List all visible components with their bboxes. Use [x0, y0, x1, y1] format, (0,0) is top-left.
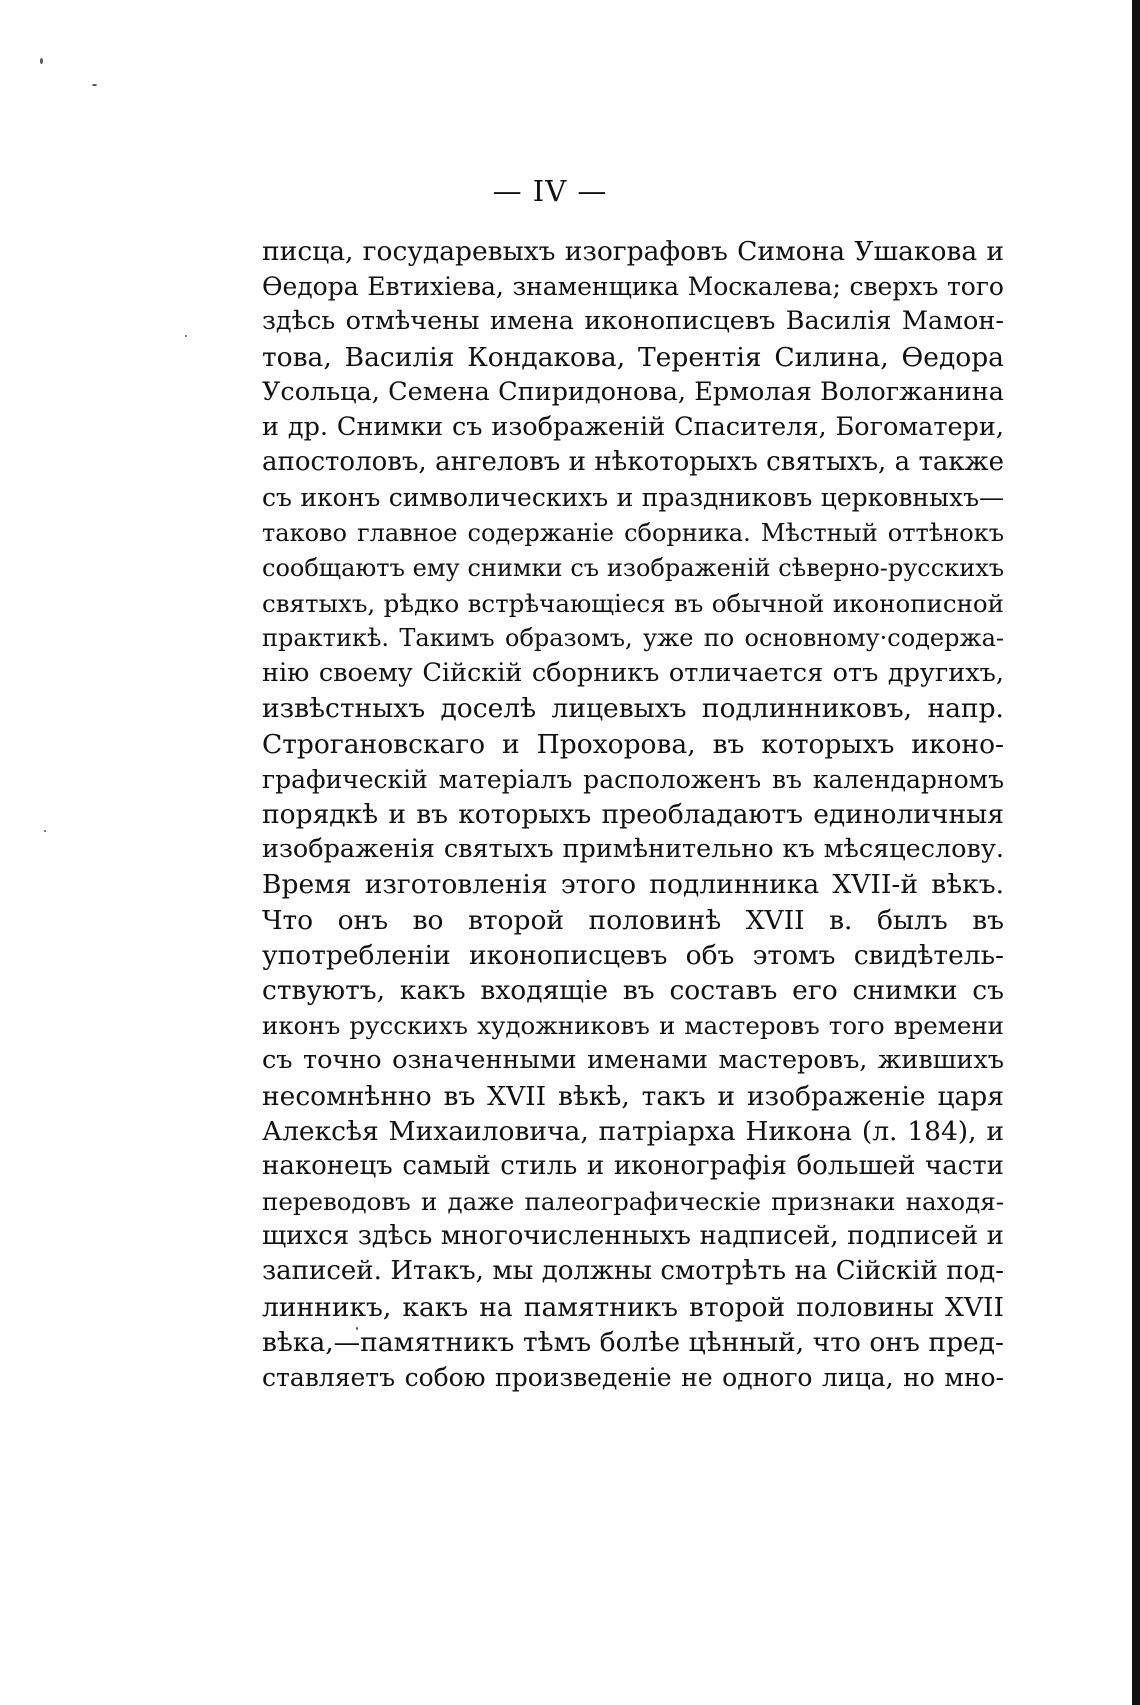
scan-speck — [44, 830, 46, 832]
scan-speck — [185, 335, 187, 337]
scan-speck — [92, 84, 97, 86]
text-line: Ѳедора Евтихіева, знаменщика Москалева; сверхъ того — [262, 272, 1004, 302]
text-line: переводовъ и даже палеографическіе признаки находя- — [262, 1187, 1004, 1217]
text-line: съ иконъ символическихъ и праздниковъ церковныхъ— — [262, 483, 1004, 513]
text-line: записей. Итакъ, мы должны смотрѣть на Сійскій под- — [262, 1256, 1004, 1287]
text-line: здѣсь отмѣчены имена иконописцевъ Василія Мамон- — [262, 306, 1004, 337]
text-line: Время изготовленія этого подлинника XVII-й вѣкъ. — [262, 869, 1004, 901]
page-edge-shadow — [1132, 0, 1140, 1705]
body-text — [262, 234, 1004, 1395]
text-line: нію своему Сійскій сборникъ отличается отъ другихъ, — [262, 658, 1004, 689]
text-line: апостоловъ, ангеловъ и нѣкоторыхъ святыхъ, а также — [262, 447, 1004, 478]
text-line: несомнѣнно въ XVII вѣкѣ, такъ и изображеніе царя — [262, 1080, 1004, 1112]
text-line: съ точно означенными именами мастеровъ, жившихъ — [262, 1045, 1004, 1076]
text-line: това, Василія Кондакова, Терентія Силина, Ѳедора — [262, 341, 1004, 373]
text-line: извѣстныхъ доселѣ лицевыхъ подлинниковъ, напр. — [262, 693, 1004, 725]
text-line: писца, государевыхъ изографовъ Симона Ушакова и — [262, 236, 1004, 267]
text-line: сообщаютъ ему снимки съ изображеній сѣверно-русскихъ — [262, 553, 1004, 582]
text-line: Строгановскаго и Прохорова, въ которыхъ иконо- — [262, 728, 1004, 760]
text-line: Алексѣя Михаиловича, патріарха Никона (л. 184), и — [262, 1115, 1004, 1147]
text-line: линникъ, какъ на памятникъ второй половины XVII — [262, 1291, 1004, 1323]
text-line: щихся здѣсь многочисленныхъ надписей, подписей и — [262, 1221, 1004, 1252]
text-line: Что онъ во второй половинѣ XVII в. былъ въ — [262, 904, 1004, 936]
text-line: порядкѣ и въ которыхъ преобладаютъ единоличныя — [262, 799, 1004, 830]
text-line: употребленіи иконописцевъ объ этомъ свидѣтель- — [262, 939, 1004, 971]
text-line: изображенія святыхъ примѣнительно къ мѣсяцеслову. — [262, 834, 1004, 865]
text-line: графическій матеріалъ расположенъ въ календарномъ — [262, 764, 1004, 794]
page-number-header: — IV — — [492, 174, 608, 208]
text-line: Усольца, Семена Спиридонова, Ермолая Вологжанина — [262, 376, 1004, 407]
text-line: наконецъ самый стиль и иконографія большей части — [262, 1150, 1004, 1181]
text-line: практикѣ. Такимъ образомъ, уже по основному·содержа- — [262, 624, 1004, 653]
text-line: ствуютъ, какъ входящіе въ составъ его снимки съ — [262, 974, 1004, 1006]
text-line: ставляетъ собою произведеніе не одного лица, но мно- — [262, 1363, 1004, 1392]
scan-speck — [40, 58, 43, 64]
text-line: иконъ русскихъ художниковъ и мастеровъ того времени — [262, 1011, 1004, 1041]
text-line: святыхъ, рѣдко встрѣчающіеся въ обычной иконописной — [262, 588, 1004, 618]
text-line: вѣка,—памятникъ тѣмъ болѣе цѣнный, что онъ пред- — [262, 1326, 1004, 1358]
text-line: таково главное содержаніе сборника. Мѣстный оттѣнокъ — [262, 518, 1004, 547]
text-line: и др. Снимки съ изображеній Спасителя, Богоматери, — [262, 411, 1004, 442]
